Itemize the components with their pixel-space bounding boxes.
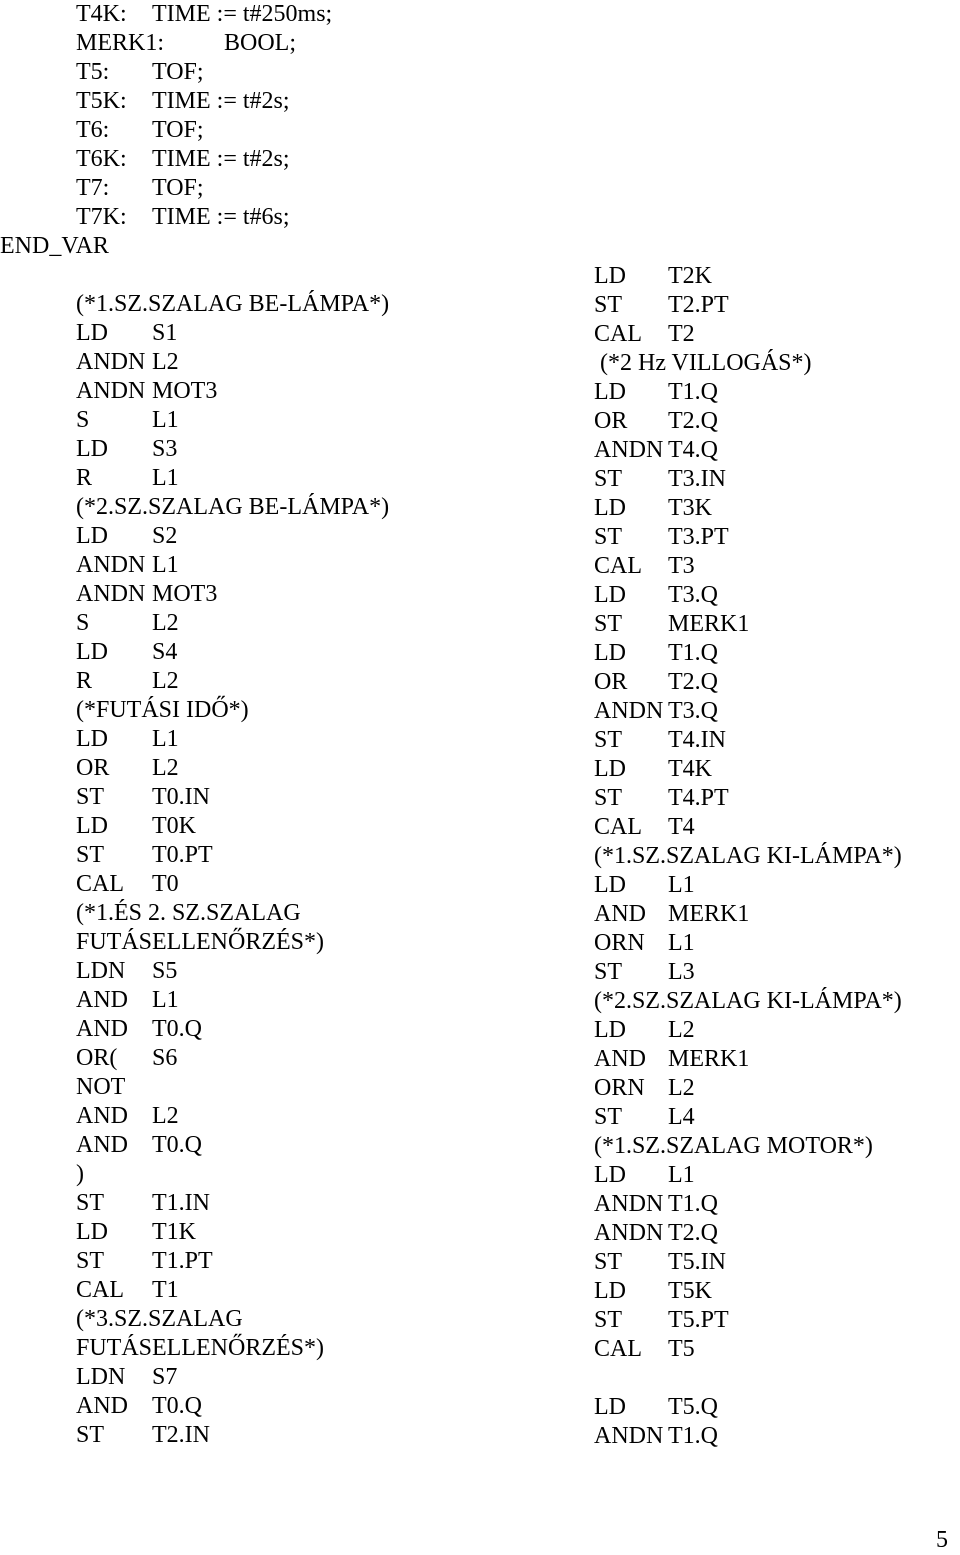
code-line-operand: L4	[668, 1104, 695, 1130]
code-line-operand: L1	[668, 872, 695, 898]
code-line-operand: TOF;	[152, 175, 204, 201]
code-line-instruction: T4K:	[76, 1, 127, 27]
code-line-instruction: ST	[76, 784, 105, 810]
code-line-instruction: CAL	[594, 321, 642, 347]
code-line-instruction: LD	[76, 813, 108, 839]
code-line-instruction: LD	[594, 1017, 626, 1043]
code-line-operand: MERK1	[668, 1046, 750, 1072]
code-line-instruction: LD	[76, 436, 108, 462]
code-line-instruction: LD	[76, 726, 108, 752]
code-line-instruction: R	[76, 465, 93, 491]
code-line-operand: S7	[152, 1364, 178, 1390]
code-line-operand: T1.Q	[668, 1423, 718, 1449]
code-line-operand: T5K	[668, 1278, 712, 1304]
code-line-operand: S5	[152, 958, 178, 984]
code-line-instruction: (*1.SZ.SZALAG MOTOR*)	[594, 1133, 873, 1159]
code-line-instruction: LD	[594, 379, 626, 405]
code-line-operand: L2	[668, 1075, 695, 1101]
code-line-instruction: MERK1:	[76, 30, 165, 56]
code-line-operand: S2	[152, 523, 178, 549]
code-line-operand: T3.PT	[668, 524, 729, 550]
code-line-operand: L3	[668, 959, 695, 985]
code-line-instruction: ANDN	[594, 1423, 664, 1449]
code-line-instruction: ST	[76, 1190, 105, 1216]
code-line-operand: L1	[152, 987, 179, 1013]
code-line-instruction: ANDN	[594, 437, 664, 463]
code-line-operand: T5.IN	[668, 1249, 726, 1275]
code-line-instruction: LD	[594, 1162, 626, 1188]
code-line-instruction: LD	[76, 320, 108, 346]
code-line-instruction: ANDN	[76, 581, 146, 607]
code-line-instruction: ST	[594, 611, 623, 637]
code-line-instruction: ST	[594, 1104, 623, 1130]
code-line-operand: T4.Q	[668, 437, 718, 463]
code-line-operand: T2.Q	[668, 1220, 718, 1246]
code-line-operand: T1.Q	[668, 640, 718, 666]
code-line-operand: S4	[152, 639, 178, 665]
code-line-instruction: S	[76, 610, 90, 636]
code-line-operand: T4K	[668, 756, 712, 782]
code-line-instruction: AND	[76, 1393, 128, 1419]
code-line-instruction: ANDN	[594, 1220, 664, 1246]
code-line-instruction: LD	[594, 640, 626, 666]
code-line-operand: L1	[152, 407, 179, 433]
code-line-instruction: CAL	[76, 871, 124, 897]
code-line-operand: T0.Q	[152, 1393, 202, 1419]
code-line-operand: T1.Q	[668, 1191, 718, 1217]
code-line-operand: T3K	[668, 495, 712, 521]
code-line-instruction: CAL	[594, 553, 642, 579]
code-line-operand: TIME := t#2s;	[152, 88, 290, 114]
code-line-instruction: (*FUTÁSI IDŐ*)	[76, 697, 249, 723]
code-line-instruction: CAL	[594, 814, 642, 840]
code-line-instruction: LD	[76, 523, 108, 549]
code-line-instruction: (*2.SZ.SZALAG KI-LÁMPA*)	[594, 988, 902, 1014]
code-line-instruction: ANDN	[594, 698, 664, 724]
code-line-operand: S1	[152, 320, 178, 346]
code-line-operand: MERK1	[668, 611, 750, 637]
code-line-instruction: AND	[76, 1103, 128, 1129]
code-line-operand: MERK1	[668, 901, 750, 927]
code-line-operand: T3.Q	[668, 582, 718, 608]
code-line-instruction: AND	[594, 1046, 646, 1072]
code-line-instruction: AND	[76, 1016, 128, 1042]
code-line-operand: TIME := t#250ms;	[152, 1, 333, 27]
code-line-instruction: T7:	[76, 175, 110, 201]
code-line-instruction: T6K:	[76, 146, 127, 172]
code-line-operand: T0.PT	[152, 842, 213, 868]
code-line-instruction: ANDN	[76, 552, 146, 578]
code-line-instruction: FUTÁSELLENŐRZÉS*)	[76, 929, 324, 955]
code-line-instruction: T6:	[76, 117, 110, 143]
code-line-instruction: CAL	[594, 1336, 642, 1362]
code-line-operand: T0.IN	[152, 784, 210, 810]
code-line-instruction: LD	[594, 756, 626, 782]
code-line-operand: L2	[152, 1103, 179, 1129]
code-line-instruction: LD	[594, 582, 626, 608]
code-line-operand: T1.IN	[152, 1190, 210, 1216]
code-line-operand: L2	[668, 1017, 695, 1043]
code-line-operand: MOT3	[152, 581, 218, 607]
code-line-instruction: LD	[76, 1219, 108, 1245]
code-line-operand: L1	[152, 552, 179, 578]
code-line-operand: T5.Q	[668, 1394, 718, 1420]
code-line-instruction: END_VAR	[0, 233, 109, 259]
code-line-operand: TIME := t#6s;	[152, 204, 290, 230]
code-line-operand: T4.IN	[668, 727, 726, 753]
code-line-operand: T2	[668, 321, 695, 347]
code-line-operand: T5.PT	[668, 1307, 729, 1333]
code-line-instruction: AND	[76, 987, 128, 1013]
code-line-instruction: LD	[594, 1278, 626, 1304]
code-line-instruction: (*3.SZ.SZALAG	[76, 1306, 243, 1332]
code-line-operand: T2.IN	[152, 1422, 210, 1448]
code-line-instruction: ST	[76, 1422, 105, 1448]
code-line-instruction: LDN	[76, 958, 126, 984]
code-line-operand: L1	[668, 1162, 695, 1188]
code-line-instruction: T5:	[76, 59, 110, 85]
code-line-instruction: OR	[76, 755, 110, 781]
code-line-instruction: CAL	[76, 1277, 124, 1303]
code-line-operand: L1	[152, 465, 179, 491]
code-line-instruction: ORN	[594, 1075, 645, 1101]
code-line-operand: L2	[152, 668, 179, 694]
code-line-operand: T3.Q	[668, 698, 718, 724]
code-line-instruction: (*1.SZ.SZALAG KI-LÁMPA*)	[594, 843, 902, 869]
code-line-operand: S6	[152, 1045, 178, 1071]
code-line-instruction: ST	[594, 466, 623, 492]
code-line-instruction: T5K:	[76, 88, 127, 114]
code-line-operand: TIME := t#2s;	[152, 146, 290, 172]
code-line-operand: T3	[668, 553, 695, 579]
code-line-instruction: ST	[594, 727, 623, 753]
code-line-operand: TOF;	[152, 59, 204, 85]
code-line-operand: T2K	[668, 263, 712, 289]
code-line-instruction: LD	[594, 872, 626, 898]
code-line-instruction: OR	[594, 669, 628, 695]
code-line-instruction: ST	[594, 785, 623, 811]
code-line-operand: T2.Q	[668, 408, 718, 434]
code-line-operand: T4	[668, 814, 695, 840]
code-line-instruction: (*1.ÉS 2. SZ.SZALAG	[76, 900, 301, 926]
code-line-operand: L2	[152, 349, 179, 375]
code-line-instruction: T7K:	[76, 204, 127, 230]
code-line-operand: T1.PT	[152, 1248, 213, 1274]
code-line-operand: T2.PT	[668, 292, 729, 318]
code-line-instruction: ST	[594, 1249, 623, 1275]
code-line-operand: S3	[152, 436, 178, 462]
code-line-instruction: AND	[76, 1132, 128, 1158]
code-line-operand: T5	[668, 1336, 695, 1362]
code-line-operand: T0.Q	[152, 1132, 202, 1158]
code-line-instruction: AND	[594, 901, 646, 927]
code-line-operand: T4.PT	[668, 785, 729, 811]
code-line-instruction: ST	[594, 959, 623, 985]
code-line-instruction: LD	[594, 495, 626, 521]
code-line-operand: T0K	[152, 813, 196, 839]
code-line-operand: T0	[152, 871, 179, 897]
code-line-instruction: LD	[594, 1394, 626, 1420]
code-line-instruction: LDN	[76, 1364, 126, 1390]
code-line-instruction: )	[76, 1161, 84, 1187]
code-line-operand: BOOL;	[224, 30, 296, 56]
code-line-instruction: (*2 Hz VILLOGÁS*)	[594, 350, 812, 376]
code-line-instruction: ST	[594, 524, 623, 550]
code-line-operand: T2.Q	[668, 669, 718, 695]
code-line-operand: T1	[152, 1277, 179, 1303]
code-line-instruction: ORN	[594, 930, 645, 956]
code-line-instruction: ST	[76, 842, 105, 868]
code-line-instruction: NOT	[76, 1074, 126, 1100]
code-line-instruction: OR(	[76, 1045, 118, 1071]
code-line-operand: T0.Q	[152, 1016, 202, 1042]
code-line-operand: T1.Q	[668, 379, 718, 405]
code-line-instruction: ANDN	[76, 378, 146, 404]
code-line-instruction: LD	[76, 639, 108, 665]
code-line-operand: T3.IN	[668, 466, 726, 492]
code-line-operand: L2	[152, 755, 179, 781]
code-line-instruction: LD	[594, 263, 626, 289]
code-line-operand: T1K	[152, 1219, 196, 1245]
code-line-operand: MOT3	[152, 378, 218, 404]
code-line-instruction: ANDN	[76, 349, 146, 375]
code-line-operand: L1	[152, 726, 179, 752]
code-line-operand: TOF;	[152, 117, 204, 143]
code-line-operand: L2	[152, 610, 179, 636]
code-line-instruction: S	[76, 407, 90, 433]
code-line-instruction: FUTÁSELLENŐRZÉS*)	[76, 1335, 324, 1361]
code-line-instruction: R	[76, 668, 93, 694]
code-line-instruction: (*2.SZ.SZALAG BE-LÁMPA*)	[76, 494, 390, 520]
code-line-instruction: ST	[76, 1248, 105, 1274]
code-line-instruction: ST	[594, 292, 623, 318]
code-line-operand: L1	[668, 930, 695, 956]
code-line-instruction: ANDN	[594, 1191, 664, 1217]
code-line-instruction: ST	[594, 1307, 623, 1333]
page-number: 5	[936, 1527, 948, 1553]
code-line-instruction: OR	[594, 408, 628, 434]
code-line-instruction: (*1.SZ.SZALAG BE-LÁMPA*)	[76, 291, 390, 317]
